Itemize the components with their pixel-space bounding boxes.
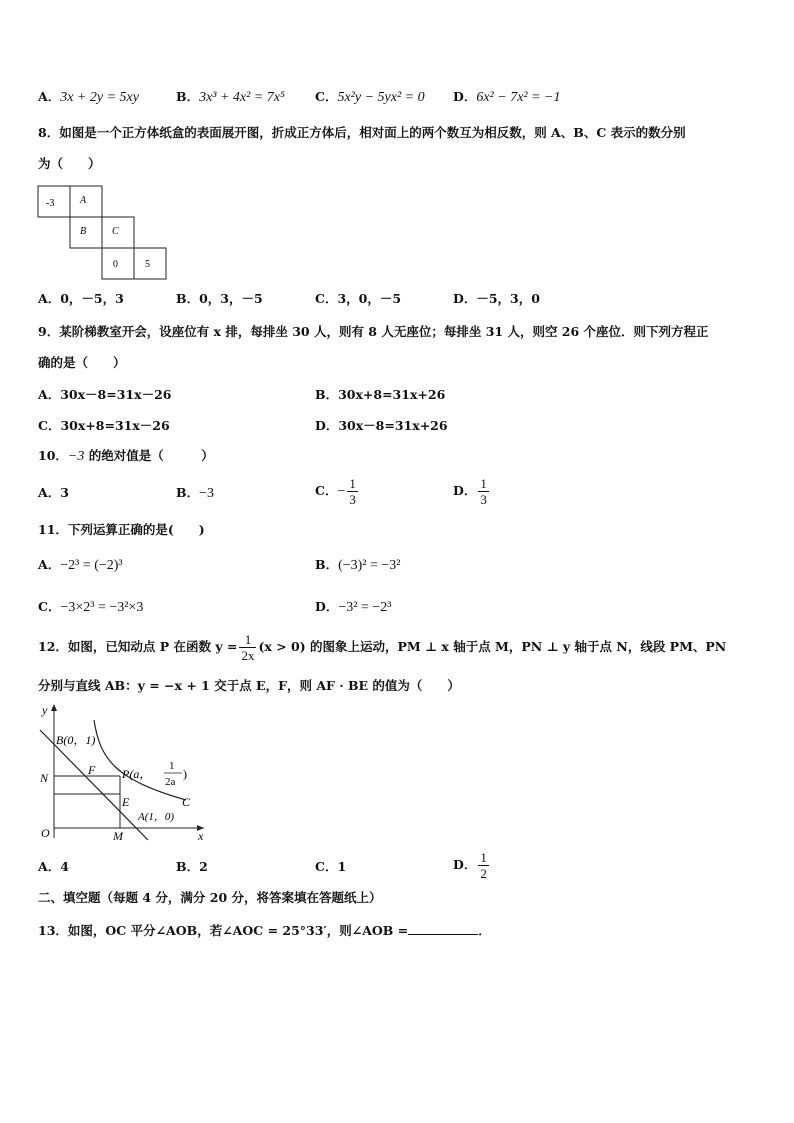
fig-c-label: C: [182, 795, 191, 809]
q13-answer-blank: [408, 922, 478, 935]
net-cell-3: B: [80, 226, 87, 237]
fig-m-label: M: [113, 829, 123, 843]
fig-p-num: 1: [169, 760, 175, 772]
q9-stem-line1: 9．某阶梯教室开会，设座位有 x 排，每排坐 30 人，则有 8 人无座位；每排坐 31 人，则空 26 个座位．则下列方程正: [38, 324, 709, 339]
q11-option-a: A．−2³ = (−2)³: [38, 557, 123, 573]
q8-option-a: A．0，－5，3: [38, 291, 124, 306]
fig-n-label: N: [40, 771, 49, 785]
q11-option-d: D．−3² = −2³: [315, 599, 392, 615]
q7-option-a: A．3x + 2y = 5xy: [38, 89, 139, 105]
q12-option-c: C．1: [315, 859, 347, 874]
q11-option-b: B．(−3)² = −3²: [315, 557, 401, 573]
fig-y-label: y: [42, 703, 48, 717]
q12-option-d: D． $\frac{1}{2}$: [453, 850, 487, 881]
q9-option-b: B．30x+8=31x+26: [315, 387, 446, 402]
q12-figure: [36, 700, 216, 846]
q10-option-b: B．−3: [176, 485, 214, 501]
q12-stem-line2: 分别与直线 AB：y = −x + 1 交于点 E，F，则 AF · BE 的值为（ ）: [38, 678, 460, 693]
fig-e-label: E: [122, 795, 130, 809]
q8-option-b: B．0，3，－5: [176, 291, 263, 306]
q11-option-c: C．−3×2³ = −3²×3: [38, 599, 144, 615]
q9-option-d: D．30x－8=31x+26: [315, 418, 448, 433]
q13-stem: 13．如图，OC 平分∠AOB，若∠AOC = 25°33′，则∠AOB = ．: [38, 923, 491, 938]
fig-p-label: P(a，: [122, 767, 152, 781]
q8-stem-line2: 为（ ）: [38, 156, 101, 171]
q9-stem-line2: 确的是（ ）: [38, 355, 126, 370]
q10-stem: 10．−3 的绝对值是（ ）: [38, 448, 214, 464]
q8-option-c: C．3，0，－5: [315, 291, 402, 306]
q7-option-b: B．3x³ + 4x² = 7x⁵: [176, 89, 285, 105]
section-fill-in-title: 二、填空题（每题 4 分，满分 20 分，将答案填在答题纸上）: [38, 890, 382, 905]
q10-option-d: D． $\frac{1}{3}$: [453, 476, 487, 507]
q12-option-a: A．4: [38, 859, 69, 874]
q8-cube-net: [37, 185, 169, 281]
fig-origin-label: O: [41, 826, 50, 840]
net-cell-4: C: [112, 226, 119, 237]
q10-option-a: A．3: [38, 485, 69, 500]
q8-option-d: D．－5，3，0: [453, 291, 540, 306]
q7-option-c: C．5x²y − 5yx² = 0: [315, 89, 425, 105]
fig-p-close: ): [183, 767, 187, 781]
q9-option-c: C．30x+8=31x－26: [38, 418, 170, 433]
fig-f-label: F: [88, 763, 96, 777]
q8-stem-line1: 8．如图是一个正方体纸盒的表面展开图，折成正方体后，相对面上的两个数互为相反数，则 A、B、C 表示的数分别: [38, 125, 686, 140]
fig-x-label: x: [198, 829, 204, 843]
fig-b-label: B(0，1): [56, 733, 96, 747]
net-cell-5: 0: [113, 259, 118, 270]
q11-stem: 11．下列运算正确的是( ): [38, 522, 205, 537]
q10-option-c: C．− $\frac{1}{3}$: [315, 476, 356, 507]
net-cell-1: -3: [46, 198, 55, 209]
net-cell-6: 5: [145, 259, 150, 270]
net-cell-2: A: [80, 195, 87, 206]
fig-a-label: A(1，0): [138, 811, 175, 823]
q12-stem-line1: 12．如图，已知动点 P 在函数 y = $\frac{1}{2x}$ (x > 0) 的图象上运动，PM ⊥ x 轴于点 M，PN ⊥ y 轴于点 N，线段 PM、PN: [38, 632, 727, 663]
fig-p-den: 2a: [165, 776, 176, 788]
q7-option-d: D．6x² − 7x² = −1: [453, 89, 561, 105]
q9-option-a: A．30x－8=31x－26: [38, 387, 172, 402]
q12-option-b: B．2: [176, 859, 208, 874]
